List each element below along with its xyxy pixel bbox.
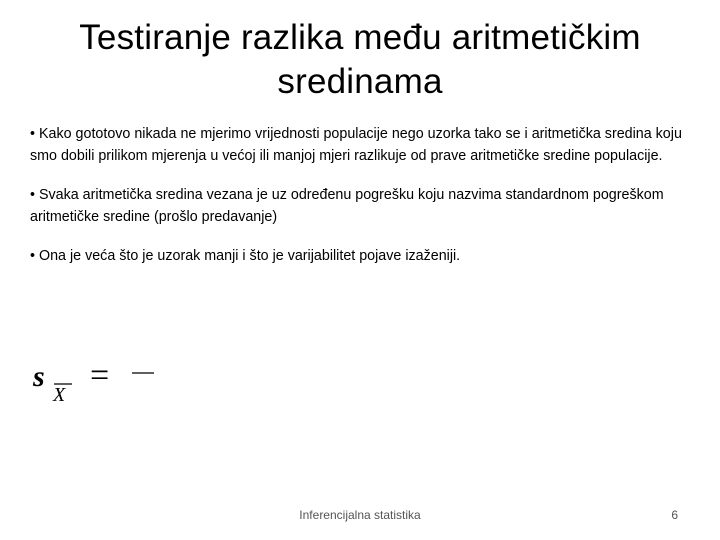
- bullet-paragraph: • Ona je veća što je uzorak manji i što je varijabilitet pojave izaženiji.: [30, 248, 461, 264]
- standard-error-formula: [30, 356, 170, 406]
- page-number: 6: [671, 508, 678, 522]
- formula-symbol: s: [33, 360, 45, 393]
- slide-footer: [0, 505, 720, 525]
- formula-equals: =: [90, 357, 110, 394]
- slide-title: Testiranje razlika među aritmetičkim sredinama: [79, 18, 641, 101]
- bullet-paragraph: • Svaka aritmetička sredina vezana je uz određenu pogrešku koju nazvima standardnom pogreškom aritmetičke sredine (prošlo predavanje): [30, 187, 664, 225]
- slide-body: [30, 124, 690, 286]
- formula-subscript: X: [53, 384, 66, 406]
- formula-graphic: [30, 356, 170, 406]
- bullet-paragraph: • Kako gototovo nikada ne mjerimo vrijednosti populacije nego uzorka tako se i aritmetička sredina koju smo dobili prilikom mjerenja u većoj ili manjoj mjeri razlikuje od prave aritmetičke sredine populacije.: [30, 126, 682, 164]
- footer-title: Inferencijalna statistika: [299, 508, 421, 522]
